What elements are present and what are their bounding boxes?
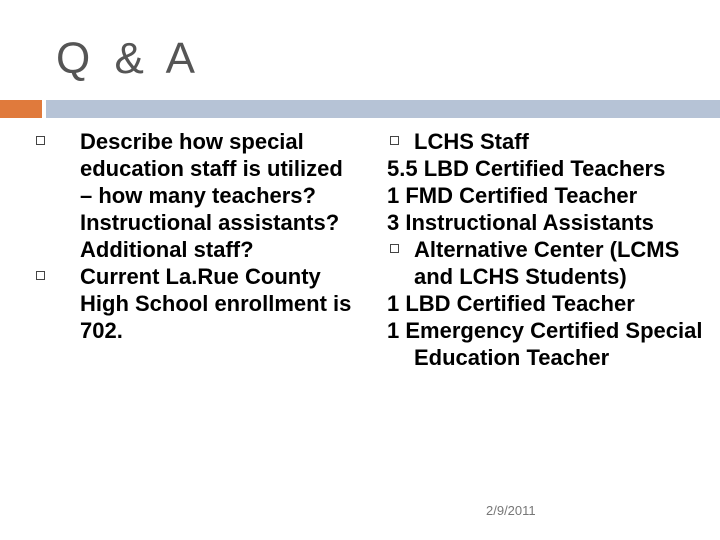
square-bullet-icon bbox=[36, 271, 45, 280]
square-bullet-icon bbox=[390, 136, 399, 145]
left-column bbox=[58, 128, 358, 344]
right-bullet-text: Alternative Center (LCMS and LCHS Students) bbox=[414, 237, 680, 289]
right-column bbox=[387, 128, 717, 371]
list-item bbox=[387, 128, 717, 155]
left-bullet-text: Describe how special education staff is utilized – how many teachers? Instructional assistants? Additional staff? bbox=[80, 129, 343, 262]
square-bullet-icon bbox=[390, 244, 399, 253]
text-line: 1 Emergency Certified Special Education Teacher bbox=[387, 318, 703, 370]
list-item bbox=[387, 236, 717, 290]
text-line: 3 Instructional Assistants bbox=[387, 210, 654, 235]
left-bullet-text: Current La.Rue County High School enrollment is 702. bbox=[80, 264, 352, 343]
square-bullet-icon bbox=[36, 136, 45, 145]
accent-bar-orange bbox=[0, 100, 42, 118]
slide-title: Q & A bbox=[56, 34, 201, 83]
slide-date: 2/9/2011 bbox=[486, 503, 536, 518]
list-item bbox=[58, 128, 358, 263]
right-bullet-text: LCHS Staff bbox=[414, 129, 529, 154]
accent-bar-blue bbox=[46, 100, 720, 118]
text-line: 1 LBD Certified Teacher bbox=[387, 291, 635, 316]
text-line: 5.5 LBD Certified Teachers bbox=[387, 156, 666, 181]
list-item bbox=[58, 263, 358, 344]
text-line: 1 FMD Certified Teacher bbox=[387, 183, 638, 208]
